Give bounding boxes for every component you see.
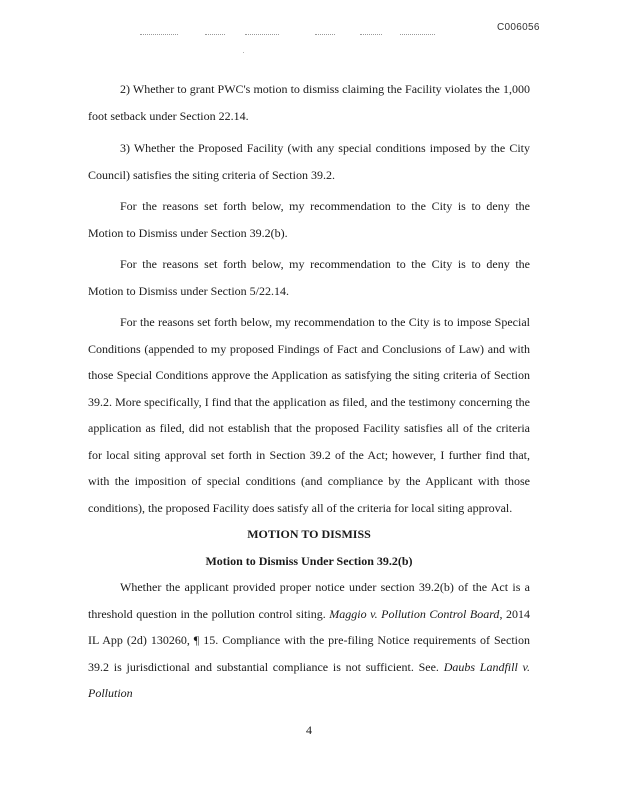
case-citation-maggio: Maggio v. Pollution Control Board [329, 606, 500, 621]
scan-speck [243, 52, 244, 53]
paragraph-notice-analysis [88, 574, 530, 707]
case-citation-daubs: Daubs Landfill v. Pollution [88, 659, 530, 700]
notice-text-part-2: , 2014 IL App (2d) 130260, ¶ 15. Compliance with the pre-filing Notice requirements of Section 39.2 is jurisdictional and substantial compliance is not sufficient. See. [88, 606, 531, 674]
section-heading: MOTION TO DISMISS [247, 527, 371, 541]
paragraph-item-2: 2) Whether to grant PWC's motion to dismiss claiming the Facility violates the 1,000 foot setback under Section 22.14. [88, 82, 530, 123]
paragraph-item-3: 3) Whether the Proposed Facility (with any special conditions imposed by the City Council) satisfies the siting criteria of Section 39.2. [88, 141, 530, 182]
paragraph-recommendation-1: For the reasons set forth below, my recommendation to the City is to deny the Motion to Dismiss under Section 39.2(b). [88, 199, 530, 240]
notice-text-part-1: Whether the applicant provided proper notice under section 39.2(b) of the Act is a threshold question in the pollution control siting. [88, 580, 530, 621]
page-number: 4 [306, 723, 312, 737]
subsection-heading: Motion to Dismiss Under Section 39.2(b) [205, 553, 413, 568]
header-faint-marks [140, 34, 440, 40]
document-body [88, 76, 530, 707]
paragraph-recommendation-3: For the reasons set forth below, my recommendation to the City is to impose Special Conditions (appended to my proposed Findings of Fact and Conclusions of Law) and with those Special Conditions approve the Application as satisfying the siting criteria of Section 39.2. More specifically, I find that the application as filed, and the testimony concerning the application as filed, did not establish that the proposed Facility satisfies all of the criteria for local siting approval set forth in Section 39.2 of the Act; however, I further find that, with the imposition of special conditions (and compliance by the Applicant with those conditions), the proposed Facility does satisfy all of the criteria for local siting approval. [88, 315, 530, 515]
bates-number: C006056 [497, 22, 540, 33]
paragraph-recommendation-2: For the reasons set forth below, my recommendation to the City is to deny the Motion to Dismiss under Section 5/22.14. [88, 257, 530, 298]
